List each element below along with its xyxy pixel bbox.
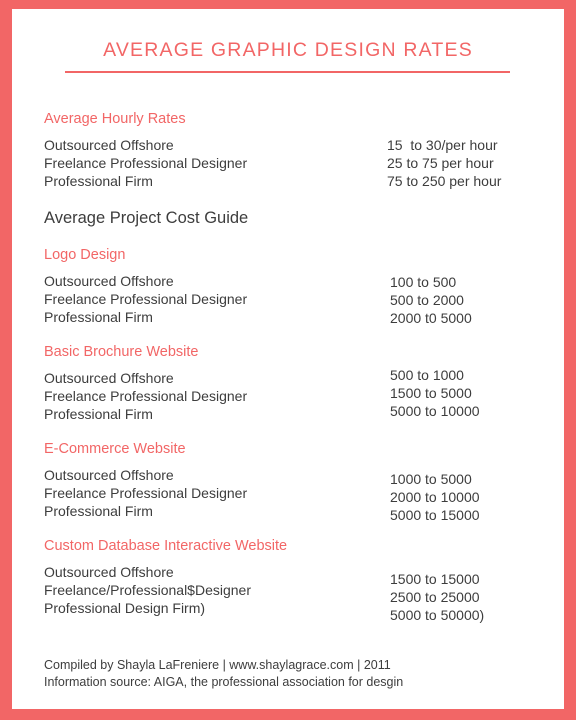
brochure-heading: Basic Brochure Website (44, 344, 199, 360)
ecommerce-values (390, 470, 480, 524)
ecommerce-label-freelance: Freelance Professional Designer (44, 485, 248, 501)
logo-label-firm: Professional Firm (44, 309, 153, 325)
project-guide-heading: Average Project Cost Guide (44, 209, 249, 227)
brochure-value-freelance: 1500 to 5000 (390, 385, 472, 401)
custom-label-firm: Professional Design Firm) (44, 600, 206, 616)
ecommerce-value-offshore: 1000 to 5000 (390, 471, 472, 487)
logo-label-offshore: Outsourced Offshore (44, 273, 174, 289)
logo-value-firm: 2000 t0 5000 (390, 310, 472, 326)
title-divider (65, 71, 510, 73)
logo-design-values (390, 273, 472, 327)
ecommerce-value-freelance: 2000 to 10000 (390, 489, 480, 505)
custom-label-freelance: Freelance/Professional$Designer (44, 582, 251, 598)
hourly-label-offshore: Outsourced Offshore (44, 137, 174, 153)
hourly-heading: Average Hourly Rates (44, 111, 186, 127)
hourly-label-freelance: Freelance Professional Designer (44, 155, 248, 171)
custom-database-labels (44, 563, 251, 617)
brochure-value-offshore: 500 to 1000 (390, 367, 464, 383)
page-title: AVERAGE GRAPHIC DESIGN RATES (103, 39, 473, 61)
ecommerce-heading: E-Commerce Website (44, 441, 186, 457)
hourly-value-firm: 75 to 250 per hour (387, 173, 502, 189)
custom-value-freelance: 2500 to 25000 (390, 589, 480, 605)
custom-value-offshore: 1500 to 15000 (390, 571, 480, 587)
hourly-values (387, 136, 501, 190)
footer-credits (44, 657, 403, 691)
brochure-label-freelance: Freelance Professional Designer (44, 388, 248, 404)
brochure-label-offshore: Outsourced Offshore (44, 370, 174, 386)
logo-value-offshore: 100 to 500 (390, 274, 457, 290)
logo-value-freelance: 500 to 2000 (390, 292, 464, 308)
brochure-value-firm: 5000 to 10000 (390, 403, 480, 419)
custom-database-values (390, 570, 484, 624)
rates-card (12, 9, 564, 709)
hourly-labels (44, 136, 247, 190)
ecommerce-labels (44, 466, 247, 520)
ecommerce-label-firm: Professional Firm (44, 503, 153, 519)
footer-compiled-by: Compiled by Shayla LaFreniere | www.shaylagrace.com | 2011 (44, 658, 391, 672)
hourly-label-firm: Professional Firm (44, 173, 153, 189)
brochure-values (390, 366, 480, 420)
hourly-value-freelance: 25 to 75 per hour (387, 155, 494, 171)
footer-source: Information source: AIGA, the professional association for desgin (44, 675, 404, 689)
logo-design-heading: Logo Design (44, 247, 126, 263)
logo-label-freelance: Freelance Professional Designer (44, 291, 248, 307)
custom-label-offshore: Outsourced Offshore (44, 564, 174, 580)
custom-value-firm: 5000 to 50000) (390, 607, 485, 623)
brochure-labels (44, 369, 247, 423)
brochure-label-firm: Professional Firm (44, 406, 153, 422)
custom-database-heading: Custom Database Interactive Website (44, 538, 288, 554)
ecommerce-value-firm: 5000 to 15000 (390, 507, 480, 523)
hourly-value-offshore: 15 to 30/per hour (387, 137, 498, 153)
logo-design-labels (44, 272, 247, 326)
ecommerce-label-offshore: Outsourced Offshore (44, 467, 174, 483)
